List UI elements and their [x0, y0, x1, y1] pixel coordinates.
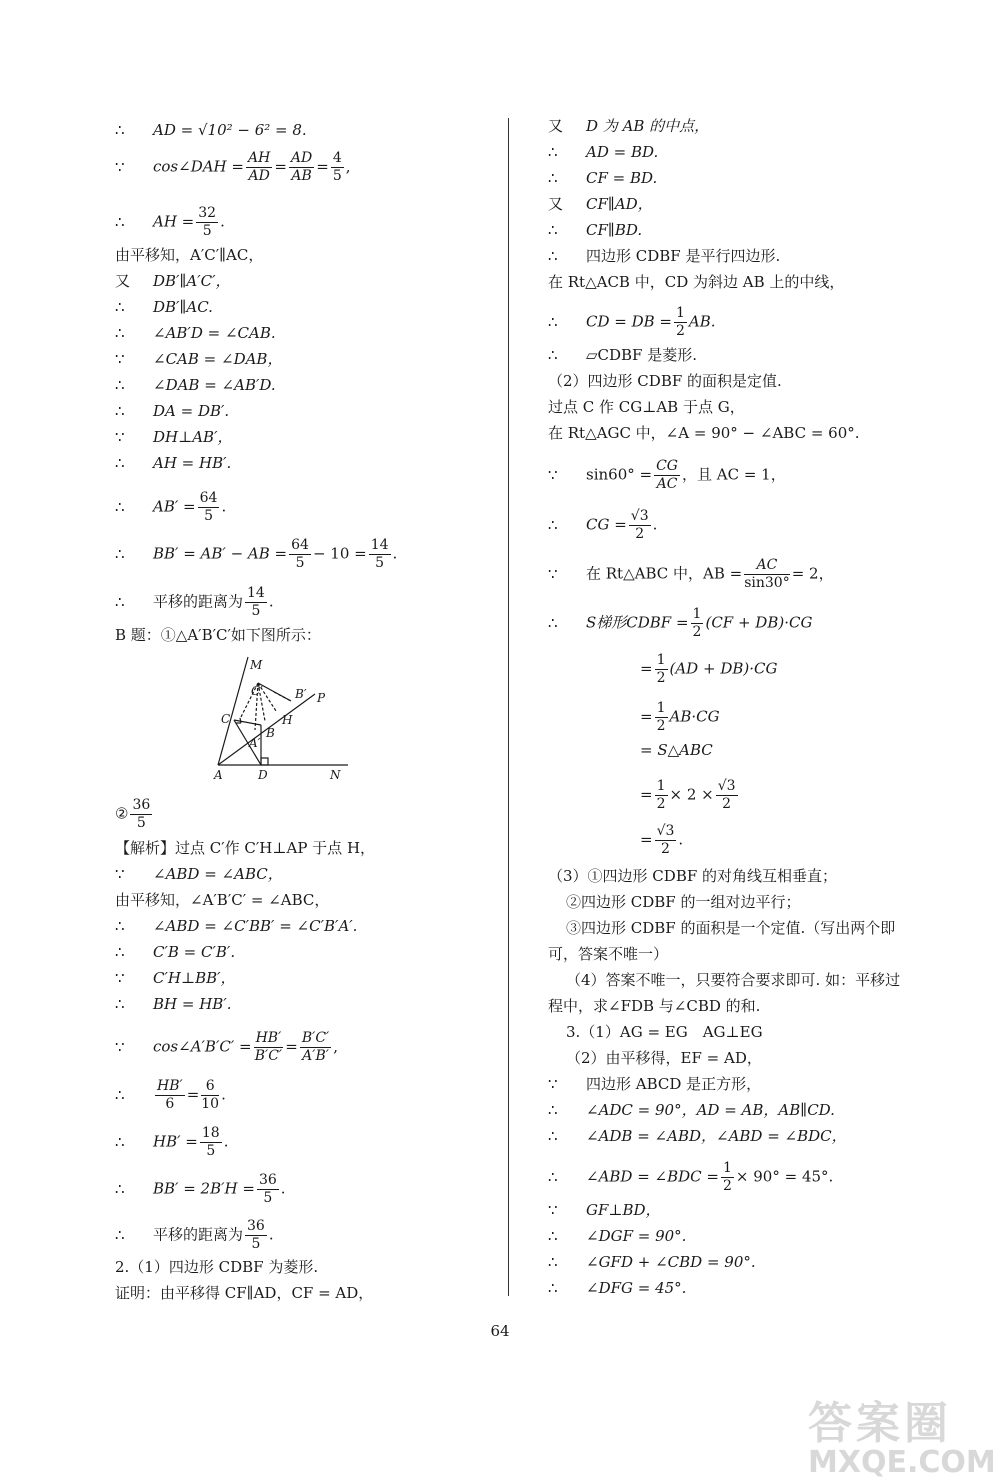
because-symbol: ∵	[115, 157, 125, 176]
therefore-symbol: ∴	[548, 346, 558, 364]
therefore-symbol: ∴	[115, 497, 125, 516]
right-line-3	[548, 168, 657, 188]
label-N: N	[330, 768, 341, 782]
math-text: cos∠DAH =	[153, 157, 244, 176]
math-text: ∠DAB = ∠AB′D.	[153, 376, 276, 394]
numerator: 1	[656, 700, 666, 716]
denominator: 5	[136, 815, 146, 831]
therefore-symbol: ∴	[115, 943, 125, 961]
left-line-16: B 题：①△A′B′C′如下图所示：	[115, 626, 321, 644]
therefore-symbol: ∴	[115, 1085, 125, 1104]
right-line-9	[548, 345, 697, 365]
therefore-symbol: ∴	[115, 1225, 125, 1244]
left-line-19	[115, 864, 283, 884]
right-line-8	[548, 305, 716, 340]
math-text: .	[221, 1085, 226, 1104]
left-line-22	[115, 942, 235, 962]
left-line-5	[115, 271, 231, 291]
math-text: DB′∥A′C′，	[153, 272, 231, 290]
because-symbol: ∵	[115, 1037, 125, 1056]
left-line-26	[115, 1078, 226, 1113]
left-line-15	[115, 585, 274, 620]
numerator: 1	[656, 778, 666, 794]
math-text: BB′ = 2B′H =	[153, 1179, 255, 1198]
right-line-12: 在 Rt△AGC 中，∠A = 90° − ∠ABC = 60°.	[548, 424, 860, 442]
therefore-symbol: ∴	[548, 247, 558, 265]
label-A: A	[214, 768, 223, 782]
numerator: 36	[132, 797, 151, 813]
left-line-28	[115, 1172, 286, 1207]
numerator: AC	[744, 557, 790, 575]
fraction	[289, 537, 311, 572]
math-text: BB′ = AB′ − AB =	[153, 544, 288, 563]
fraction	[369, 537, 391, 572]
label-Cp: C′	[251, 684, 263, 698]
fraction	[201, 1078, 219, 1113]
denominator: 5	[375, 555, 385, 571]
math-text: =	[285, 1037, 298, 1056]
left-line-9	[115, 375, 276, 395]
right-line-2	[548, 142, 658, 162]
right-line-5	[548, 220, 642, 240]
fraction	[155, 1078, 185, 1113]
math-text: 平移的距离为	[153, 592, 244, 611]
math-text: AD = BD.	[586, 143, 659, 161]
math-text: AB′ =	[153, 497, 196, 516]
left-line-30: 2.（1）四边形 CDBF 为菱形.	[115, 1258, 319, 1276]
because-symbol: ∵	[115, 969, 125, 987]
fraction	[691, 606, 704, 641]
denominator: 5	[332, 168, 342, 184]
numerator: 36	[247, 1218, 265, 1234]
math-text: ∠ABD = ∠C′BB′ = ∠C′B′A′.	[153, 917, 358, 935]
therefore-symbol: ∴	[115, 1179, 125, 1198]
fraction	[289, 150, 314, 185]
therefore-symbol: ∴	[115, 298, 125, 316]
therefore-symbol: ∴	[115, 995, 125, 1013]
fraction	[245, 1218, 267, 1253]
watermark-url: MXQE.COM	[808, 1445, 996, 1480]
math-text: (AD + DB)·CG	[669, 659, 778, 678]
therefore-symbol: ∴	[115, 402, 125, 420]
right-line-16	[548, 606, 812, 641]
right-line-11: 过点 C 作 CG⊥AB 于点 G，	[548, 398, 745, 416]
denominator: 6	[165, 1096, 175, 1112]
math-text: = 2，	[791, 564, 834, 583]
denominator: 2	[656, 796, 666, 812]
fraction	[200, 1125, 222, 1160]
math-text: S梯形CDBF =	[586, 613, 689, 632]
math-text: .	[268, 1225, 274, 1244]
numerator: √3	[630, 508, 649, 524]
numerator: AH	[247, 150, 271, 166]
denominator: 5	[251, 603, 261, 619]
left-line-29	[115, 1218, 274, 1253]
math-text: (CF + DB)·CG	[705, 613, 813, 632]
math-text: ∠AB′D = ∠CAB.	[153, 324, 276, 342]
because-symbol: ∵	[548, 465, 558, 484]
right-line-30	[548, 1074, 761, 1094]
therefore-symbol: ∴	[115, 376, 125, 394]
math-text: ,	[345, 157, 351, 176]
math-text: × 2 ×	[669, 785, 714, 804]
right-angle-D	[261, 758, 268, 765]
right-line-27: 程中，求∠FDB 与∠CBD 的和.	[548, 997, 761, 1015]
math-text: × 90° = 45°.	[735, 1167, 834, 1186]
numerator: 64	[199, 490, 218, 506]
therefore-symbol: ∴	[548, 1127, 558, 1145]
therefore-symbol: ∴	[548, 1253, 558, 1271]
denominator: 5	[295, 555, 305, 571]
math-text: ∠ABD = ∠ABC，	[153, 865, 283, 883]
left-line-18: 【解析】过点 C′作 C′H⊥AP 于点 H，	[115, 839, 376, 857]
therefore-symbol: ∴	[115, 454, 125, 472]
right-line-37	[548, 1278, 686, 1298]
numerator: √3	[656, 823, 675, 839]
math-text: CD = DB =	[586, 312, 672, 331]
numerator: 36	[258, 1172, 277, 1188]
therefore-symbol: ∴	[115, 1132, 125, 1151]
denominator: 2	[722, 796, 732, 812]
right-line-17	[640, 652, 777, 687]
fraction	[198, 490, 220, 525]
right-line-1	[548, 116, 709, 136]
math-text: =	[186, 1085, 200, 1104]
math-text: CF∥AD，	[586, 195, 653, 213]
math-text: =	[316, 157, 329, 176]
because-symbol: ∵	[548, 564, 558, 583]
math-text: DH⊥AB′，	[153, 428, 233, 446]
therefore-symbol: ∴	[115, 592, 125, 611]
fraction	[245, 585, 267, 620]
math-text: ∠ADC = 90°，AD = AB，AB∥CD.	[586, 1101, 835, 1119]
numerator: 18	[201, 1125, 220, 1141]
because-symbol: ∵	[115, 350, 125, 368]
math-text: HB′ =	[153, 1132, 198, 1151]
fraction	[254, 1030, 284, 1065]
right-line-14	[548, 508, 657, 543]
denominator: 2	[692, 624, 702, 640]
label-Ap: A′	[249, 736, 261, 750]
therefore-symbol: ∴	[548, 1227, 558, 1245]
math-text: AB·CG	[669, 707, 720, 726]
label-B: B	[266, 726, 275, 740]
right-line-36	[548, 1252, 756, 1272]
denominator: 2	[656, 670, 666, 686]
right-line-29: （2）由平移得，EF = AD，	[566, 1049, 762, 1067]
right-line-22: （3）①四边形 CDBF 的对角线互相垂直；	[548, 867, 838, 885]
numerator: 1	[723, 1160, 732, 1176]
math-text: =	[640, 659, 653, 678]
right-line-32	[548, 1126, 847, 1146]
therefore-symbol: ∴	[548, 312, 558, 331]
because-symbol: ∵	[115, 428, 125, 446]
math-text: ∠ABD = ∠BDC =	[586, 1167, 719, 1186]
fraction	[300, 1030, 331, 1065]
left-line-12	[115, 453, 231, 473]
denominator: AC	[656, 476, 678, 492]
math-text: ∠GFD + ∠CBD = 90°.	[586, 1253, 756, 1271]
math-text: DB′∥AC.	[153, 298, 213, 316]
math-text: =	[640, 785, 653, 804]
math-text: AH =	[153, 212, 195, 231]
therefore-symbol: ∴	[115, 121, 125, 139]
math-text: D 为 AB 的中点，	[586, 117, 710, 135]
math-text: ,	[333, 1037, 338, 1056]
denominator: B′C′	[254, 1048, 283, 1064]
denominator: AB	[291, 168, 312, 184]
denominator: 5	[263, 1190, 273, 1206]
denominator: 5	[202, 223, 212, 239]
math-text: CF∥BD.	[586, 221, 643, 239]
therefore-symbol: ∴	[115, 324, 125, 342]
therefore-symbol: ∴	[548, 613, 558, 632]
left-line-20: 由平移知，∠A′B′C′ = ∠ABC，	[115, 891, 330, 909]
right-line-19: = S△ABC	[640, 741, 713, 759]
therefore-symbol: ∴	[548, 169, 558, 187]
label-Bp: B′	[295, 687, 307, 701]
numerator: 1	[656, 652, 666, 668]
denominator: 5	[206, 1143, 216, 1159]
right-line-26: （4）答案不唯一，只要符合要求即可. 如：平移过	[566, 971, 901, 989]
watermark-logo	[808, 1400, 996, 1478]
fraction	[629, 508, 651, 543]
numerator: 64	[291, 537, 309, 553]
translation-diagram	[200, 652, 370, 787]
left-line-4: 由平移知，A′C′∥AC，	[115, 246, 264, 264]
because-symbol: ∵	[115, 865, 125, 883]
math-text: CG =	[586, 515, 627, 534]
also-symbol: 又	[115, 272, 131, 290]
math-text: C′H⊥BB′，	[153, 969, 236, 987]
left-line-1	[115, 120, 307, 140]
fraction	[196, 205, 218, 240]
left-line-23	[115, 968, 236, 988]
denominator: 2	[656, 718, 666, 734]
numerator: 1	[676, 305, 685, 321]
left-line-11	[115, 427, 232, 447]
numerator: √3	[717, 778, 736, 794]
numerator: AD	[290, 150, 313, 166]
left-line-6	[115, 297, 213, 317]
math-text: 四边形 CDBF 是平行四边形.	[586, 247, 781, 265]
math-text: ∠DFG = 45°.	[586, 1279, 687, 1297]
math-text: .	[652, 515, 658, 534]
fraction	[246, 150, 272, 185]
numerator: 32	[198, 205, 217, 221]
math-text: GF⊥BD，	[586, 1201, 661, 1219]
fraction	[721, 1160, 734, 1195]
left-line-21	[115, 916, 357, 936]
right-line-6	[548, 246, 780, 266]
math-text: .	[268, 592, 274, 611]
fraction	[130, 797, 152, 832]
numerator: B′C′	[301, 1030, 330, 1046]
numerator: HB′	[157, 1078, 183, 1094]
right-line-28: 3.（1）AG = EG AG⊥EG	[566, 1023, 763, 1041]
math-text: − 10 =	[312, 544, 367, 563]
math-text: =	[640, 830, 653, 849]
math-text: ▱CDBF 是菱形.	[586, 346, 698, 364]
numerator: 14	[247, 585, 265, 601]
left-line-2	[115, 150, 351, 185]
label-H: H	[282, 713, 293, 727]
right-line-21	[640, 823, 683, 858]
fraction	[331, 150, 344, 185]
math-text: BH = HB′.	[153, 995, 232, 1013]
math-text: sin60° =	[586, 465, 653, 484]
math-text: .	[220, 212, 225, 231]
therefore-symbol: ∴	[548, 1101, 558, 1119]
left-line-13	[115, 490, 226, 525]
right-line-18	[640, 700, 720, 735]
left-line-10	[115, 401, 229, 421]
left-line-8	[115, 349, 282, 369]
left-line-3	[115, 205, 225, 240]
denominator: 2	[723, 1178, 732, 1194]
denominator: sin30°	[744, 575, 790, 591]
numerator: 1	[692, 606, 702, 622]
fraction	[655, 700, 668, 735]
fraction	[655, 823, 677, 858]
therefore-symbol: ∴	[548, 143, 558, 161]
label-P: P	[317, 691, 326, 705]
because-symbol: ∵	[548, 1201, 558, 1219]
numerator: 6	[201, 1078, 219, 1096]
therefore-symbol: ∴	[115, 917, 125, 935]
right-line-10: （2）四边形 CDBF 的面积是定值.	[548, 372, 782, 390]
left-line-25	[115, 1030, 338, 1065]
denominator: 2	[661, 841, 670, 857]
math-text: ∠DGF = 90°.	[586, 1227, 687, 1245]
fraction	[716, 778, 738, 813]
therefore-symbol: ∴	[548, 515, 558, 534]
math-text: ∠CAB = ∠DAB，	[153, 350, 283, 368]
also-symbol: 又	[548, 117, 564, 135]
right-line-33	[548, 1160, 833, 1195]
math-text: ，且 AC = 1，	[682, 465, 786, 484]
therefore-symbol: ∴	[115, 212, 125, 231]
left-line-17	[115, 797, 154, 832]
numerator: CG	[656, 458, 678, 474]
fraction	[674, 305, 687, 340]
math-text: =	[640, 707, 653, 726]
left-line-7	[115, 323, 276, 343]
right-line-15	[548, 557, 834, 592]
numerator: 14	[370, 537, 389, 553]
math-text: C′B = C′B′.	[153, 943, 236, 961]
math-text: CF = BD.	[586, 169, 658, 187]
fraction	[744, 557, 790, 592]
right-line-13	[548, 458, 786, 493]
denominator: 5	[251, 1236, 261, 1252]
denominator: 2	[676, 323, 685, 339]
math-text: =	[274, 157, 287, 176]
fraction	[257, 1172, 279, 1207]
right-line-25: 可，答案不唯一）	[548, 945, 669, 963]
numerator: HB′	[255, 1030, 282, 1046]
right-line-23: ②四边形 CDBF 的一组对边平行；	[566, 893, 801, 911]
denominator: AD	[248, 168, 270, 184]
right-line-20	[640, 778, 740, 813]
left-line-31: 证明：由平移得 CF∥AD，CF = AD，	[115, 1284, 374, 1302]
right-line-24: ③四边形 CDBF 的面积是一个定值.（写出两个即	[566, 919, 896, 937]
label-M: M	[250, 658, 263, 672]
math-text: .	[280, 1179, 286, 1198]
right-line-34	[548, 1200, 661, 1220]
math-text: .	[678, 830, 684, 849]
also-symbol: 又	[548, 195, 564, 213]
label-C: C	[221, 712, 231, 726]
math-text: DA = DB′.	[153, 402, 230, 420]
therefore-symbol: ∴	[548, 1167, 558, 1186]
right-angle-C	[240, 718, 241, 723]
math-text: AB.	[688, 312, 716, 331]
right-line-35	[548, 1226, 686, 1246]
label-D: D	[258, 768, 268, 782]
math-text: AH = HB′.	[153, 454, 232, 472]
math-text: AD = √10² − 6² = 8.	[153, 121, 307, 139]
therefore-symbol: ∴	[115, 544, 125, 563]
denominator: 5	[204, 508, 213, 524]
left-line-27	[115, 1125, 228, 1160]
math-text: 平移的距离为	[153, 1225, 244, 1244]
numerator: 4	[332, 150, 342, 166]
page-number: 64	[490, 1322, 510, 1340]
left-line-24	[115, 994, 232, 1014]
fraction	[654, 458, 680, 493]
because-symbol: ∵	[548, 1075, 558, 1093]
math-text: .	[392, 544, 398, 563]
math-text: .	[221, 497, 227, 516]
left-line-14	[115, 537, 397, 572]
right-line-31	[548, 1100, 835, 1120]
fraction	[655, 778, 668, 813]
right-line-4	[548, 194, 653, 214]
math-text: .	[223, 1132, 229, 1151]
denominator: A′B′	[302, 1048, 329, 1064]
watermark-text: 答案圈	[808, 1398, 952, 1449]
denominator: 2	[635, 526, 645, 542]
right-line-7: 在 Rt△ACB 中，CD 为斜边 AB 上的中线，	[548, 273, 845, 291]
math-text: 四边形 ABCD 是正方形，	[586, 1075, 762, 1093]
column-divider	[508, 118, 509, 1296]
therefore-symbol: ∴	[548, 221, 558, 239]
circled-2: ②	[115, 804, 129, 823]
math-text: 在 Rt△ABC 中，AB =	[586, 564, 743, 583]
fraction	[655, 652, 668, 687]
therefore-symbol: ∴	[548, 1279, 558, 1297]
math-text: cos∠A′B′C′ =	[153, 1037, 252, 1056]
math-text: ∠ADB = ∠ABD，∠ABD = ∠BDC，	[586, 1127, 847, 1145]
denominator: 10	[201, 1096, 220, 1112]
